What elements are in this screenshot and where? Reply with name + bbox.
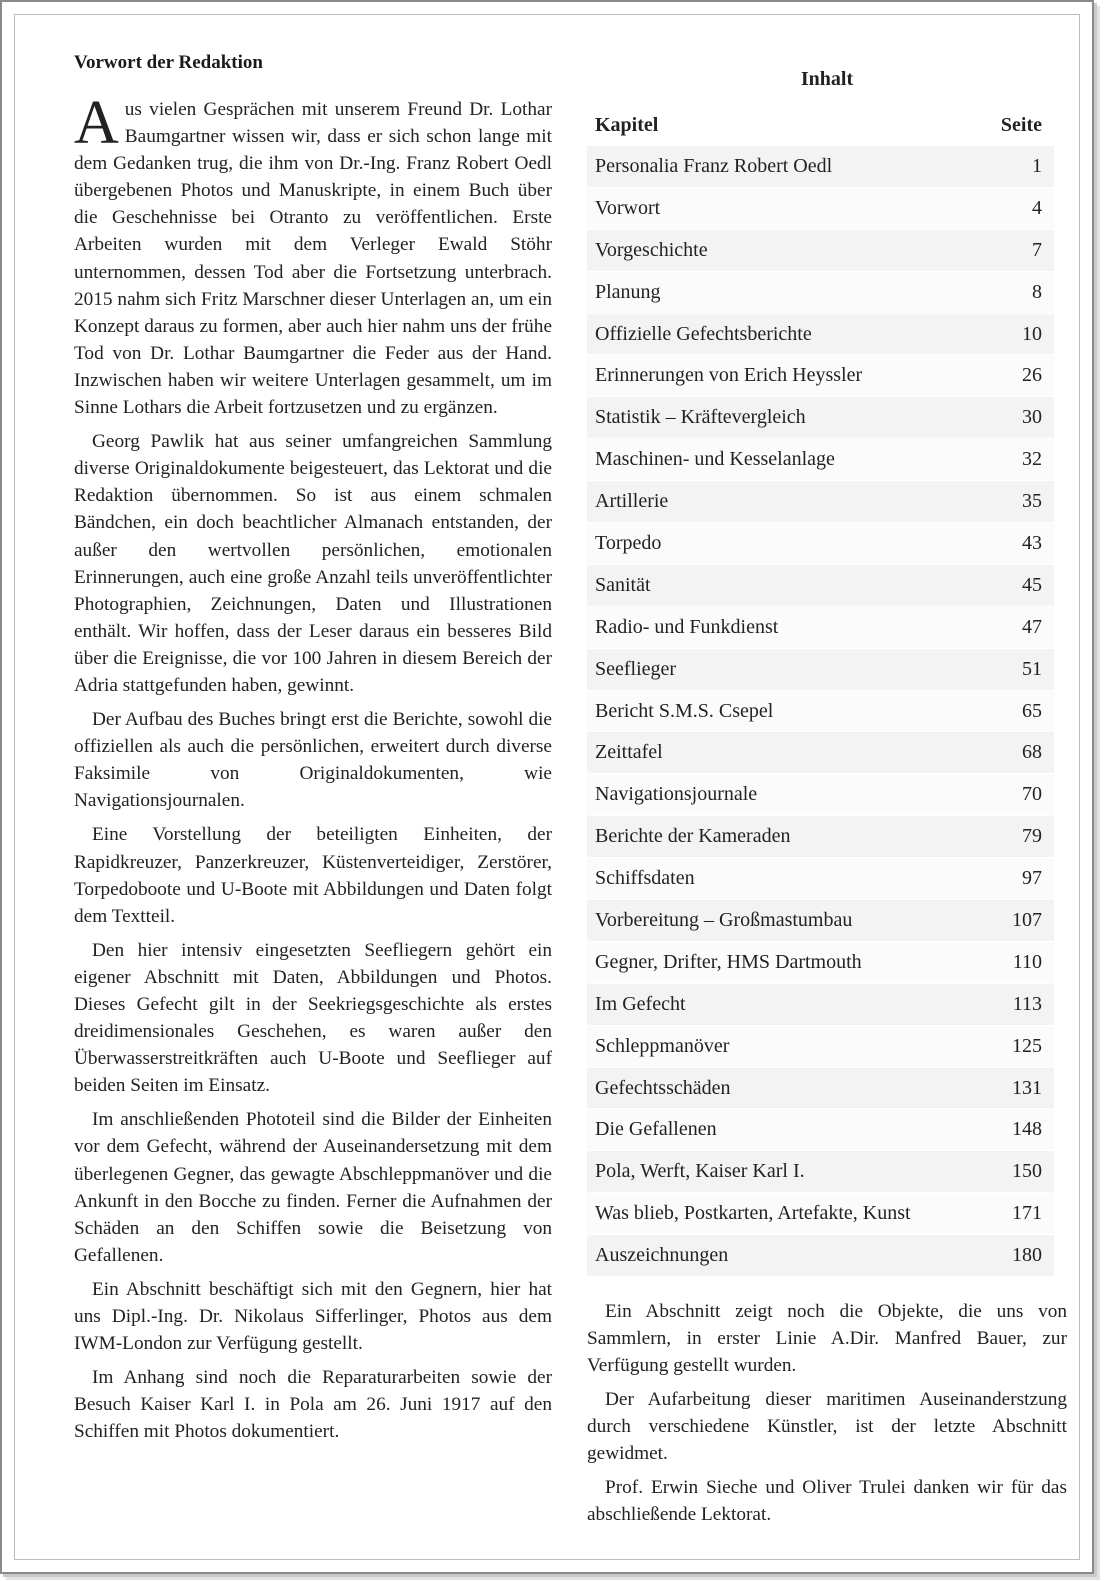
closing-paragraph: Ein Abschnitt zeigt noch die Objekte, die uns von Sammlern, in erster Linie A.Dir. Manfred Bauer, zur Verfügung gestellt wurden.: [587, 1301, 1067, 1377]
foreword-heading: Vorwort der Redaktion: [74, 52, 263, 73]
toc-page-number: 45: [981, 564, 1054, 606]
toc-page-number: 47: [981, 606, 1054, 648]
toc-row: [587, 732, 1054, 774]
toc-row: [587, 355, 1054, 397]
toc-chapter: Vorgeschichte: [587, 229, 981, 271]
toc-page-number: 65: [981, 690, 1054, 732]
toc-chapter: Planung: [587, 271, 981, 313]
toc-page-number: 110: [981, 941, 1054, 983]
paragraph-text: us vielen Gesprächen mit unserem Freund Dr. Lothar Baumgartner wissen wir, dass er sich schon lange mit dem Gedanken trug, die ihm von Dr.-Ing. Franz Robert Oedl übergebenen Photos und Manuskripte, in einem Buch über die Geschehnisse bei Otranto zu veröffentlichen. Erste Arbeiten wurden mit dem Verleger Ewald Stöhr unternommen, dessen Tod aber die Fortsetzung unterbrach. 2015 nahm sich Fritz Marschner dieser Unterlagen an, um ein Konzept daraus zu formen, aber auch hier nahm uns der frühe Tod von Dr. Lothar Baumgartner die Feder aus der Hand. Inzwischen haben wir weitere Unterlagen gesammelt, um im Sinne Lothars die Arbeit fortzusetzen und zu ergänzen.: [74, 99, 552, 419]
toc-row: [587, 983, 1054, 1025]
toc-row: [587, 774, 1054, 816]
toc-row: [587, 397, 1054, 439]
toc-page-number: 35: [981, 481, 1054, 523]
foreword-column: [74, 52, 552, 1453]
toc-row: [587, 1235, 1054, 1276]
toc-row: [587, 606, 1054, 648]
toc-row: [587, 523, 1054, 565]
toc-page-number: 43: [981, 523, 1054, 565]
foreword-paragraph: [74, 89, 552, 421]
foreword-paragraph: Den hier intensiv eingesetzten Seefliegern gehört ein eigener Abschnitt mit Daten, Abbildungen und Photos. Dieses Gefecht gilt in der Seekriegsgeschichte als erstes dreidimensionales Geschehen, es waren außer den Überwasserstreitkräften auch U-Boote und Seeflieger auf beiden Seiten im Einsatz.: [74, 939, 552, 1097]
toc-row: [587, 1025, 1054, 1067]
toc-chapter: Vorwort: [587, 187, 981, 229]
toc-chapter: Artillerie: [587, 481, 981, 523]
toc-row: [587, 1067, 1054, 1109]
toc-row: [587, 1193, 1054, 1235]
toc-chapter: Navigationsjournale: [587, 774, 981, 816]
contents-column: [587, 60, 1067, 1535]
toc-page-number: 131: [981, 1067, 1054, 1109]
toc-table: [587, 105, 1054, 1276]
toc-row: [587, 146, 1054, 188]
toc-chapter: Berichte der Kameraden: [587, 816, 981, 858]
toc-header-chapter: Kapitel: [595, 113, 659, 136]
toc-row: [587, 229, 1054, 271]
closing-paragraph: Der Aufarbeitung dieser maritimen Auseinanderstzung durch verschiedene Künstler, ist der letzte Abschnitt gewidmet.: [587, 1389, 1067, 1465]
toc-chapter: Vorbereitung – Großmastumbau: [587, 900, 981, 942]
toc-row: [587, 187, 1054, 229]
toc-row: [587, 900, 1054, 942]
toc-row: [587, 690, 1054, 732]
toc-row: [587, 648, 1054, 690]
toc-row: [587, 1109, 1054, 1151]
toc-header-page: Seite: [1000, 113, 1042, 136]
toc-page-number: 1: [981, 146, 1054, 188]
toc-row: [587, 941, 1054, 983]
toc-chapter: Auszeichnungen: [587, 1235, 981, 1276]
toc-chapter: Schiffsdaten: [587, 858, 981, 900]
foreword-paragraph: Ein Abschnitt beschäftigt sich mit den Gegnern, hier hat uns Dipl.-Ing. Dr. Nikolaus Sifferlinger, Photos aus dem IWM-London zur Verfügung gestellt.: [74, 1278, 552, 1355]
foreword-paragraph: Im anschließenden Phototeil sind die Bilder der Einheiten vor dem Gefecht, während der Auseinandersetzung mit dem überlegenen Gegner, das gewagte Abschleppmanöver und die Ankunft in den Bocche zu finden. Ferner die Aufnahmen der Schäden an den Schiffen sowie die Beisetzung von Gefallenen.: [74, 1109, 552, 1266]
toc-page-number: 79: [981, 816, 1054, 858]
toc-row: [587, 439, 1054, 481]
toc-chapter: Pola, Werft, Kaiser Karl I.: [587, 1151, 981, 1193]
drop-cap: A: [74, 89, 119, 157]
toc-chapter: Maschinen- und Kesselanlage: [587, 439, 981, 481]
toc-row: [587, 564, 1054, 606]
toc-chapter: Offizielle Gefechtsberichte: [587, 313, 981, 355]
foreword-paragraph: Eine Vorstellung der beteiligten Einheiten, der Rapidkreuzer, Panzerkreuzer, Küstenverteidiger, Zerstörer, Torpedoboote und U-Boote mit Abbildungen und Daten folgt dem Textteil.: [74, 824, 552, 927]
foreword-paragraph: Georg Pawlik hat aus seiner umfangreichen Sammlung diverse Originaldokumente beigesteuert, das Lektorat und die Redaktion übernommen. So ist aus einem schmalen Bändchen, ein doch beachtlicher Almanach entstanden, der außer den wertvollen persönlichen, emotionalen Erinnerungen, auch eine große Anzahl teils unveröffentlichter Photographien, Zeichnungen, Daten und Illustrationen enthält. Wir hoffen, dass der Leser daraus ein besseres Bild über die Ereignisse, die vor 100 Jahren in diesem Bereich der Adria stattgefunden haben, gewinnt.: [74, 431, 552, 696]
toc-page-number: 150: [981, 1151, 1054, 1193]
toc-page-number: 180: [981, 1235, 1054, 1276]
foreword-paragraph: Im Anhang sind noch die Reparaturarbeiten sowie der Besuch Kaiser Karl I. in Pola am 26. Juni 1917 auf den Schiffen mit Photos dokumentiert.: [74, 1367, 552, 1443]
toc-page-number: 4: [981, 187, 1054, 229]
toc-chapter: Was blieb, Postkarten, Artefakte, Kunst: [587, 1193, 981, 1235]
toc-chapter: Die Gefallenen: [587, 1109, 981, 1151]
toc-page-number: 171: [981, 1193, 1054, 1235]
toc-page-number: 10: [981, 313, 1054, 355]
toc-chapter: Zeittafel: [587, 732, 981, 774]
toc-page-number: 113: [981, 983, 1054, 1025]
toc-chapter: Gegner, Drifter, HMS Dartmouth: [587, 941, 981, 983]
toc-page-number: 107: [981, 900, 1054, 942]
toc-row: [587, 313, 1054, 355]
toc-chapter: Bericht S.M.S. Csepel: [587, 690, 981, 732]
toc-chapter: Gefechtsschäden: [587, 1067, 981, 1109]
toc-chapter: Seeflieger: [587, 648, 981, 690]
toc-page-number: 32: [981, 439, 1054, 481]
toc-row: [587, 1151, 1054, 1193]
closing-paragraph: Prof. Erwin Sieche und Oliver Trulei danken wir für das abschließende Lektorat.: [587, 1477, 1067, 1526]
toc-chapter: Erinnerungen von Erich Heyssler: [587, 355, 981, 397]
toc-chapter: Radio- und Funkdienst: [587, 606, 981, 648]
toc-page-number: 8: [981, 271, 1054, 313]
toc-chapter: Im Gefecht: [587, 983, 981, 1025]
toc-page-number: 68: [981, 732, 1054, 774]
toc-page-number: 51: [981, 648, 1054, 690]
toc-page-number: 26: [981, 355, 1054, 397]
toc-page-number: 70: [981, 774, 1054, 816]
toc-chapter: Schleppmanöver: [587, 1025, 981, 1067]
toc-row: [587, 481, 1054, 523]
toc-chapter: Sanität: [587, 564, 981, 606]
toc-page-number: 30: [981, 397, 1054, 439]
closing-notes: [587, 1298, 1067, 1528]
toc-page-number: 97: [981, 858, 1054, 900]
toc-body: [587, 146, 1054, 1277]
toc-page-number: 148: [981, 1109, 1054, 1151]
foreword-paragraph: Der Aufbau des Buches bringt erst die Berichte, sowohl die offiziellen als auch die persönlichen, erweitert durch diverse Faksimile von Originaldokumenten, wie Navigationsjournalen.: [74, 709, 552, 812]
toc-row: [587, 816, 1054, 858]
toc-row: [587, 858, 1054, 900]
toc-page-number: 7: [981, 229, 1054, 271]
toc-row: [587, 271, 1054, 313]
toc-page-number: 125: [981, 1025, 1054, 1067]
toc-chapter: Personalia Franz Robert Oedl: [587, 146, 981, 188]
toc-title: Inhalt: [800, 68, 854, 90]
toc-chapter: Torpedo: [587, 523, 981, 565]
toc-chapter: Statistik – Kräftevergleich: [587, 397, 981, 439]
